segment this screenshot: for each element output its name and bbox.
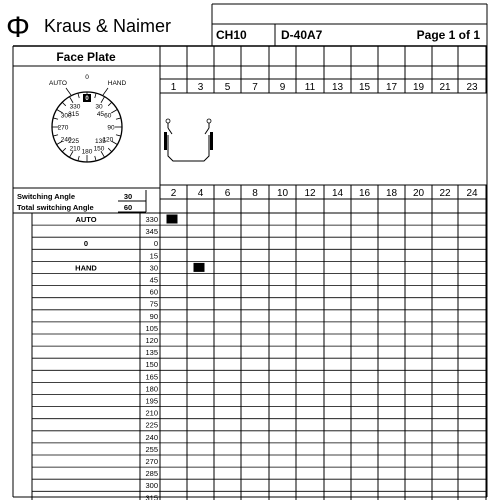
contact-blade-line: [205, 128, 209, 134]
angle-value: 30: [149, 263, 158, 273]
angle-value: 45: [149, 275, 158, 285]
dial-zero-position: 0: [85, 96, 89, 102]
position-label: 0: [83, 239, 89, 249]
table-row: [150, 276, 158, 285]
table-row: [145, 336, 158, 345]
angle-value: 180: [145, 384, 158, 394]
dial-tick: [62, 148, 66, 152]
angle-value: 60: [149, 287, 158, 297]
dial-top-zero-label: 0: [85, 74, 89, 81]
angle-value: 0: [153, 239, 158, 249]
table-row: [150, 288, 158, 297]
dial-angle-label: 90: [107, 124, 115, 132]
dial-tick: [53, 118, 58, 119]
dial-angle-label: 315: [68, 111, 79, 119]
contact-number-bottom: 22: [439, 188, 451, 199]
table-row: [145, 421, 158, 430]
contact-number-top: 1: [170, 82, 177, 93]
dial-angle-label: 300: [60, 112, 72, 120]
contact-terminal: [207, 119, 211, 123]
dial-angle-label: 45: [96, 111, 105, 119]
table-row: [145, 227, 158, 236]
dial-tick: [95, 93, 96, 98]
table-row: [150, 312, 158, 321]
face-plate-title: Face Plate: [56, 50, 116, 64]
contact-number-bottom: 2: [170, 188, 177, 199]
series-code: CH10: [216, 28, 247, 42]
angle-value: 105: [145, 323, 158, 333]
angle-value: 255: [145, 444, 158, 454]
contact-number-top: 23: [466, 82, 478, 93]
dial-tick: [78, 156, 79, 161]
angle-value: 165: [145, 372, 158, 382]
contact-number-bottom: 24: [466, 188, 478, 199]
contact-number-top: 11: [304, 82, 316, 93]
contact-closed-mark: [167, 215, 178, 224]
contact-number-top: 7: [252, 82, 258, 93]
dial-auto-pointer: [66, 88, 71, 95]
contact-number-top: 19: [412, 82, 425, 93]
contact-number-top: 21: [439, 82, 451, 93]
contact-number-bottom: 20: [412, 188, 425, 199]
dial-tick: [111, 110, 117, 114]
dial-angle-label: 135: [95, 137, 106, 145]
dial-angle-label: 180: [81, 148, 93, 156]
contact-closed-mark: [194, 263, 205, 272]
angle-value: 15: [149, 251, 158, 261]
table-row: [150, 251, 158, 260]
dial-tick: [70, 97, 74, 103]
contact-number-bottom: 6: [224, 188, 231, 199]
dial-angle-label: 330: [69, 103, 81, 111]
selector-dial: [49, 74, 126, 162]
angle-value: 225: [145, 420, 158, 430]
table-row: [145, 433, 158, 442]
contact-number-bottom: 12: [304, 188, 316, 199]
dial-angle-label: 120: [102, 136, 114, 144]
total-switching-angle-value: 60: [123, 203, 133, 212]
angle-value: 90: [149, 311, 158, 321]
dial-hand-label: HAND: [107, 80, 127, 87]
contact-number-bottom: 18: [385, 188, 398, 199]
table-row: [145, 469, 158, 478]
table-row: [145, 324, 158, 333]
angle-value: 300: [145, 481, 158, 491]
table-row: [145, 457, 158, 466]
contact-blade-line: [168, 128, 172, 134]
brand-symbol: Φ: [6, 11, 30, 44]
table-row: [145, 481, 158, 490]
page-number: Page 1 of 1: [416, 28, 480, 42]
contact-bar: [164, 132, 167, 150]
column-labels: [171, 82, 478, 199]
angle-value: 240: [145, 432, 158, 442]
angle-value: 135: [145, 348, 158, 358]
contact-number-top: 15: [358, 82, 371, 93]
brand-name: Kraus & Naimer: [44, 16, 172, 36]
contact-link-line: [168, 123, 209, 161]
table-row: [145, 409, 158, 418]
angle-value: 150: [145, 360, 158, 370]
dial-angle-label: 150: [93, 145, 105, 153]
table-row: [145, 445, 158, 454]
dial-tick: [116, 135, 121, 136]
contact-number-top: 3: [197, 82, 204, 93]
switching-angle-label: Switching Angle: [17, 192, 76, 201]
dial-angle-label: 270: [57, 124, 69, 132]
dial-tick: [101, 97, 105, 103]
dial-tick: [108, 102, 112, 106]
angle-value: 330: [145, 215, 158, 224]
table-row: [150, 300, 158, 309]
table-row: [84, 239, 158, 248]
angle-value: 75: [149, 299, 158, 309]
contact-number-bottom: 14: [331, 188, 344, 199]
switching-angle-section: [17, 192, 132, 212]
dial-tick: [62, 102, 66, 106]
contact-number-top: 9: [279, 82, 286, 93]
contact-number-bottom: 8: [252, 188, 258, 199]
angle-value: 120: [145, 336, 158, 345]
angle-value: 345: [145, 227, 158, 237]
contact-number-top: 5: [224, 82, 231, 93]
position-label: HAND: [75, 263, 97, 273]
dial-angle-label: 30: [95, 103, 103, 111]
angle-value: 270: [145, 457, 158, 466]
table-row: [145, 397, 158, 406]
contact-number-bottom: 10: [276, 188, 289, 199]
dial-tick: [95, 156, 96, 161]
table-row: [145, 493, 158, 500]
dial-angle-label: 225: [68, 137, 79, 145]
dial-auto-label: AUTO: [49, 80, 67, 87]
part-number: D-40A7: [281, 28, 323, 42]
contact-diagram: [164, 119, 213, 161]
contact-number-bottom: 16: [358, 188, 371, 199]
dial-angle-label: 240: [60, 136, 72, 144]
table-grid: [13, 4, 487, 500]
contact-number-bottom: 4: [197, 188, 204, 199]
dial-hand-pointer: [103, 88, 108, 95]
contact-number-top: 17: [385, 82, 398, 93]
dial-tick: [53, 135, 58, 136]
dial-angle-label: 60: [104, 112, 112, 120]
contact-number-top: 13: [331, 82, 344, 93]
table-row: [145, 384, 158, 393]
angle-value: 210: [145, 408, 158, 418]
header: [6, 11, 480, 44]
angle-value: 315: [145, 493, 158, 500]
angle-value: 285: [145, 469, 158, 479]
contact-terminal: [166, 119, 170, 123]
total-switching-angle-label: Total switching Angle: [17, 203, 94, 212]
table-row: [145, 360, 158, 369]
table-row: [145, 348, 158, 357]
switching-angle-value: 30: [123, 192, 133, 201]
contact-bar: [210, 132, 213, 150]
dial-tick: [78, 93, 79, 98]
dial-tick: [108, 148, 112, 152]
angle-value: 195: [145, 396, 158, 406]
dial-tick: [116, 118, 121, 119]
position-label: AUTO: [75, 215, 97, 224]
table-row: [75, 215, 177, 225]
table-row: [145, 372, 158, 381]
dial-angle-label: 210: [69, 145, 81, 153]
